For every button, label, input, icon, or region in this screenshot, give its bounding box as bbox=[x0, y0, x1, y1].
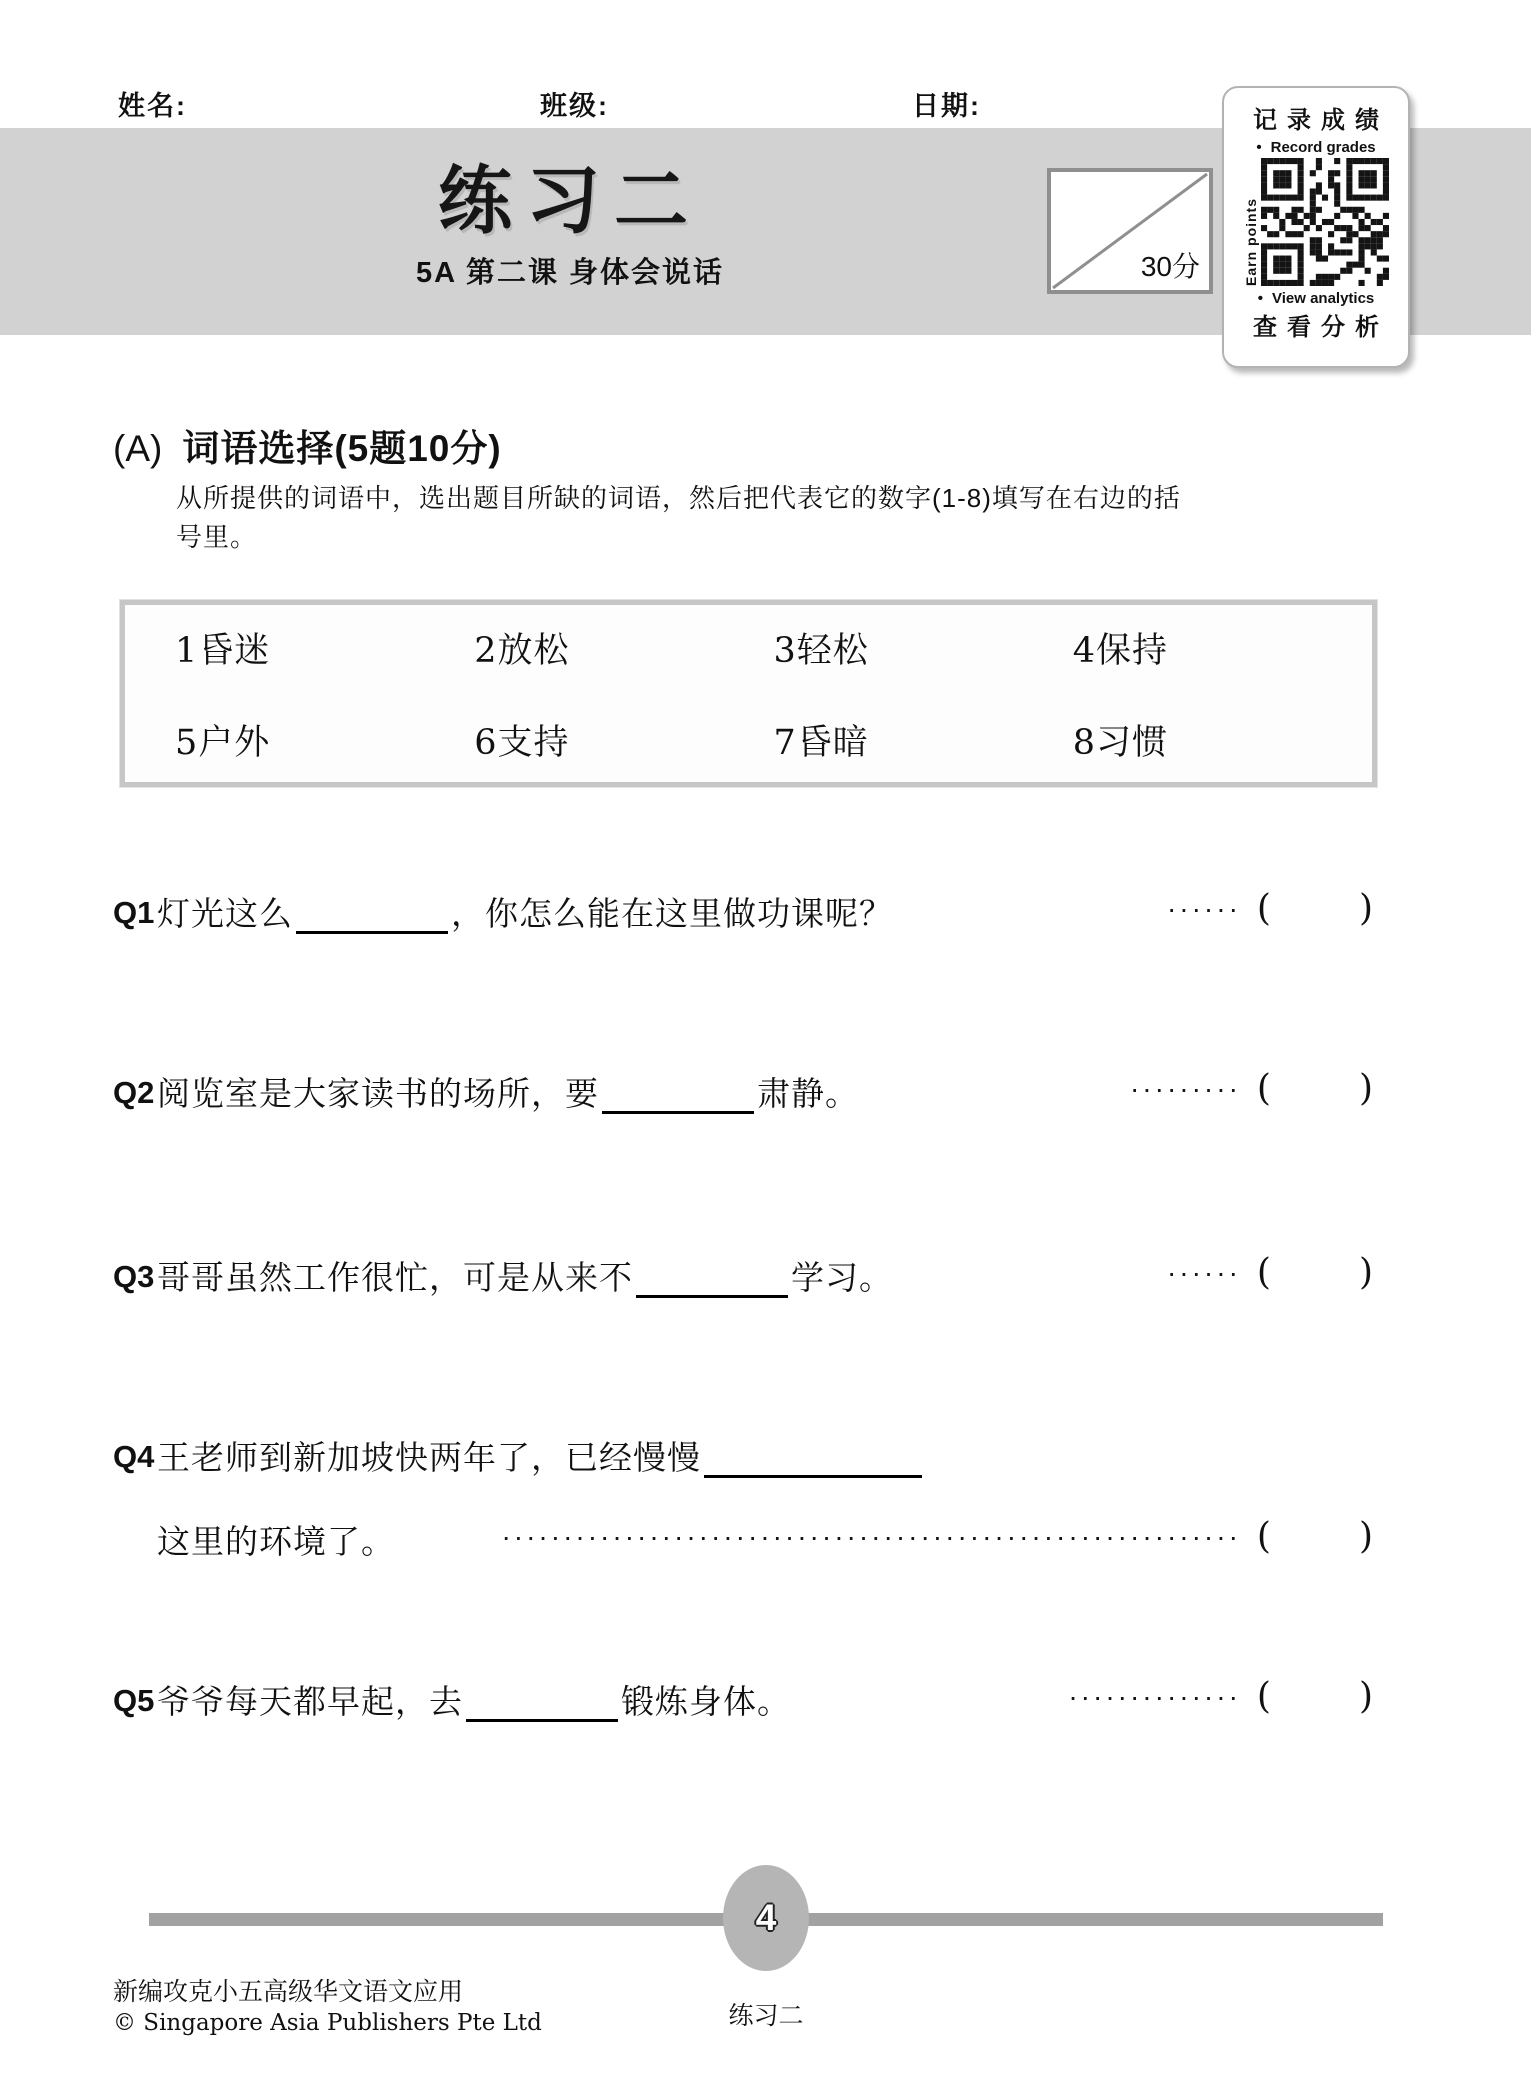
class-field-label: 班级: bbox=[540, 91, 609, 121]
answer-blank bbox=[296, 919, 448, 934]
instructions-line1: 从所提供的词语中，选出题目所缺的词语，然后把代表它的数字(1-8)填写在右边的括 bbox=[176, 483, 1181, 513]
question-row-q5 bbox=[113, 1676, 1531, 1728]
word-bank bbox=[120, 600, 1377, 787]
dot-leader: ······ bbox=[1166, 892, 1241, 924]
question-label: Q2 bbox=[113, 1075, 155, 1110]
question-label: Q5 bbox=[113, 1683, 155, 1718]
word-bank-item: 2放松 bbox=[474, 630, 570, 671]
answer-blank bbox=[704, 1463, 922, 1478]
footer-exercise-label: 练习二 bbox=[728, 2001, 804, 2030]
bullet-icon: • bbox=[1257, 290, 1263, 307]
exercise-title: 练习二 bbox=[438, 159, 702, 242]
dot-leader: ·············· bbox=[1068, 1680, 1241, 1712]
close-paren: ) bbox=[1358, 1676, 1373, 1717]
qr-footer-chinese: 查看分析 bbox=[1253, 314, 1389, 341]
open-paren: ( bbox=[1256, 1068, 1271, 1109]
page-number-badge bbox=[723, 1865, 809, 1971]
question-row-q1 bbox=[113, 888, 1531, 940]
question-label: Q3 bbox=[113, 1259, 155, 1294]
question-text-post: 肃静。 bbox=[757, 1074, 859, 1113]
answer-blank bbox=[466, 1707, 618, 1722]
name-field-label: 姓名: bbox=[118, 91, 187, 121]
open-paren: ( bbox=[1256, 1676, 1271, 1717]
open-paren: ( bbox=[1256, 888, 1271, 929]
answer-area bbox=[1068, 1676, 1373, 1717]
qr-title-chinese: 记录成绩 bbox=[1253, 107, 1389, 134]
question-row-q3 bbox=[113, 1252, 1531, 1304]
footer-copyright: © Singapore Asia Publishers Pte Ltd bbox=[113, 2010, 542, 2036]
section-title: 词语选择(5题10分) bbox=[182, 428, 502, 469]
qr-benefit-record-grades bbox=[1256, 139, 1375, 156]
question-text-post: 学习。 bbox=[791, 1258, 893, 1297]
question-text-pre: 哥哥虽然工作很忙，可是从来不 bbox=[157, 1258, 633, 1297]
qr-benefit-text: Record grades bbox=[1270, 139, 1376, 156]
word-bank-item: 3轻松 bbox=[773, 630, 869, 671]
dot-leader: ···························································· bbox=[501, 1520, 1241, 1552]
qr-benefit-view-analytics bbox=[1258, 290, 1375, 307]
question-text-pre: 灯光这么 bbox=[157, 894, 293, 933]
answer-area bbox=[1167, 888, 1373, 929]
close-paren: ) bbox=[1358, 1516, 1373, 1557]
score-total-label: 30分 bbox=[1140, 251, 1200, 282]
qr-panel bbox=[1222, 86, 1410, 368]
instructions-line2: 号里。 bbox=[176, 522, 258, 552]
answer-area bbox=[1167, 1252, 1373, 1293]
question-text-post: 锻炼身体。 bbox=[621, 1682, 791, 1721]
question-row-q4 bbox=[113, 1432, 1531, 1484]
page-number: 4 bbox=[755, 1897, 777, 1938]
word-bank-item: 5户外 bbox=[175, 722, 271, 763]
question-row-q4-continued bbox=[113, 1516, 1531, 1568]
question-row-q2 bbox=[113, 1068, 1531, 1120]
word-bank-item: 7昏暗 bbox=[773, 722, 869, 763]
word-bank-item: 6支持 bbox=[474, 722, 570, 763]
word-bank-item: 8习惯 bbox=[1072, 722, 1169, 763]
word-bank-item: 1昏迷 bbox=[175, 630, 271, 671]
dot-leader: ········· bbox=[1129, 1072, 1241, 1104]
answer-area bbox=[501, 1516, 1373, 1557]
question-label: Q4 bbox=[113, 1439, 155, 1474]
question-text-line2: 这里的环境了。 bbox=[157, 1522, 395, 1561]
question-text-post: ，你怎么能在这里做功课呢？ bbox=[451, 894, 893, 933]
qr-side-label: Earn points bbox=[1243, 197, 1259, 286]
score-box bbox=[1047, 168, 1213, 294]
answer-area bbox=[1130, 1068, 1373, 1109]
word-bank-item: 4保持 bbox=[1072, 630, 1169, 671]
close-paren: ) bbox=[1358, 1068, 1373, 1109]
exercise-subtitle: 5A 第二课 身体会说话 bbox=[415, 257, 725, 289]
question-text-pre: 爷爷每天都早起，去 bbox=[157, 1682, 463, 1721]
date-field-label: 日期: bbox=[912, 91, 981, 121]
question-text-pre: 阅览室是大家读书的场所，要 bbox=[157, 1074, 599, 1113]
qr-benefit-text: View analytics bbox=[1271, 290, 1375, 307]
section-heading bbox=[113, 418, 502, 472]
qr-middle-row bbox=[1243, 158, 1389, 286]
open-paren: ( bbox=[1256, 1252, 1271, 1293]
answer-blank bbox=[636, 1283, 788, 1298]
open-paren: ( bbox=[1256, 1516, 1271, 1557]
question-text-pre: 王老师到新加坡快两年了，已经慢慢 bbox=[157, 1438, 701, 1477]
close-paren: ) bbox=[1358, 1252, 1373, 1293]
question-label: Q1 bbox=[113, 895, 155, 930]
dot-leader: ······ bbox=[1166, 1256, 1241, 1288]
qr-code bbox=[1261, 158, 1389, 286]
section-label: (A) bbox=[113, 428, 163, 469]
footer-book-title: 新编攻克小五高级华文语文应用 bbox=[113, 1977, 464, 2006]
bullet-icon: • bbox=[1256, 139, 1262, 156]
answer-blank bbox=[602, 1099, 754, 1114]
close-paren: ) bbox=[1358, 888, 1373, 929]
